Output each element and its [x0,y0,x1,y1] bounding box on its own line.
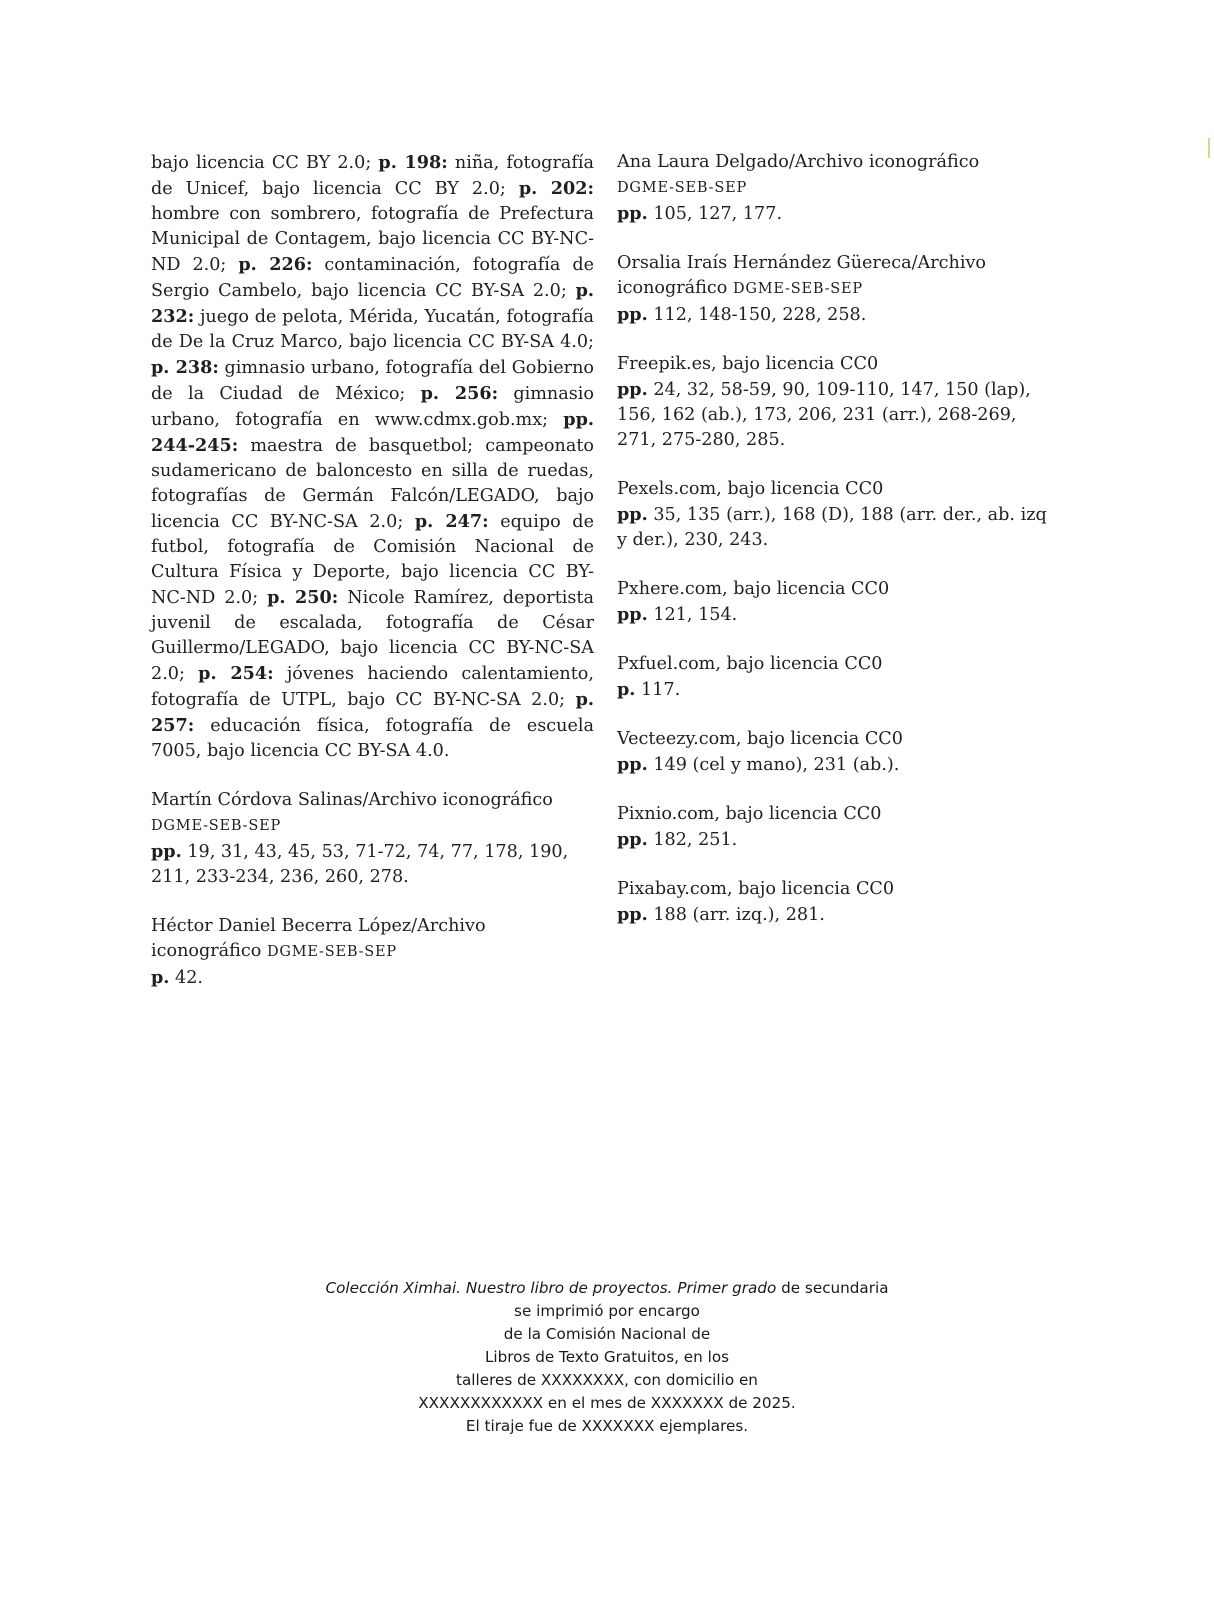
credit-entry [617,727,1057,778]
credit-pages-list: 121, 154. [647,605,738,625]
colophon [300,1277,914,1438]
credit-agency-line [151,813,594,839]
credits-left-column [151,150,594,1015]
colophon-line: XXXXXXXXXXXX en el mes de XXXXXXX de 2025. [418,1394,796,1412]
credit-agency: DGME-SEB-SEP [266,944,397,960]
credit-pages-label: p. [617,679,636,700]
credit-pages [617,752,1057,778]
credit-source-name: Héctor Daniel Becerra López/Archivo iconográfico [151,916,486,961]
credit-text: juego de pelota, Mérida, Yucatán, fotografía de De la Cruz Marco, bajo licencia CC BY-SA 4.0; [151,307,594,352]
credit-text: gimnasio urbano, fotografía en www.cdmx.gob.mx; [151,384,594,430]
credit-text: Nicole Ramírez, deportista juvenil de escalada, fotografía de César Guillermo/LEGADO, bajo licencia CC BY-NC-SA 2.0; [151,588,594,684]
credit-source-name: Pixnio.com, bajo licencia CC0 [617,804,882,824]
credit-pages-list: 112, 148-150, 228, 258. [647,305,867,325]
credit-pages-label: pp. [617,379,648,400]
credit-entry [151,914,594,991]
credit-pages-label: pp. [617,904,648,925]
credit-text: jóvenes haciendo calentamiento, fotografía de UTPL, bajo CC BY-NC-SA 2.0; [151,664,594,710]
credit-source [617,652,1057,677]
page-reference: p. 250: [267,587,339,608]
credit-source [617,577,1057,602]
credit-pages [617,827,1057,853]
credit-pages-list: 182, 251. [647,830,738,850]
page-reference: p. 232: [151,280,594,327]
credit-pages-label: pp. [617,203,648,224]
credit-text: bajo licencia CC BY 2.0; [151,153,379,173]
credit-entry [617,577,1057,628]
credit-pages-list: 117. [635,680,681,700]
credit-agency: DGME-SEB-SEP [151,818,282,834]
page-reference: p. 256: [420,383,499,404]
credit-source [617,877,1057,902]
left-credit-entries [151,788,594,991]
credit-source-name: Pxhere.com, bajo licencia CC0 [617,579,890,599]
credit-entry [151,788,594,890]
credit-source [617,477,1057,502]
page-reference: p. 202: [518,178,594,199]
credit-source-name: Pexels.com, bajo licencia CC0 [617,479,884,499]
credit-pages-list: 188 (arr. izq.), 281. [647,905,825,925]
credits-right-column [617,150,1057,952]
credit-source [151,788,594,813]
credit-agency: DGME-SEB-SEP [732,281,863,297]
credit-pages [617,677,1057,703]
credit-entry [617,251,1057,328]
credit-agency-line [617,175,1057,201]
credit-text: equipo de futbol, fotografía de Comisión Nacional de Cultura Física y Deporte, bajo licencia CC BY-NC-ND 2.0; [151,512,594,608]
page-reference: p. 247: [414,511,489,532]
colophon-line: Libros de Texto Gratuitos, en los [484,1348,730,1366]
credit-pages-list: 24, 32, 58-59, 90, 109-110, 147, 150 (lap), 156, 162 (ab.), 173, 206, 231 (arr.), 268-269, 271, 275-280, 285. [617,380,1031,450]
credit-source-name: Pixabay.com, bajo licencia CC0 [617,879,895,899]
credit-text: educación física, fotografía de escuela 7005, bajo licencia CC BY-SA 4.0. [151,716,594,761]
credit-pages-label: pp. [617,604,648,625]
page-reference: p. 257: [151,689,594,736]
credit-entry [617,150,1057,227]
credit-source-name: Vecteezy.com, bajo licencia CC0 [617,729,903,749]
credit-source-name: Orsalia Iraís Hernández Güereca/Archivo iconográfico [617,253,986,298]
credit-pages [617,902,1057,928]
credit-pages-label: pp. [617,304,648,325]
credit-text: hombre con sombrero, fotografía de Prefectura Municipal de Contagem, bajo licencia CC BY-NC-ND 2.0; [151,204,594,275]
credit-pages-list: 19, 31, 43, 45, 53, 71-72, 74, 77, 178, 190, 211, 233-234, 236, 260, 278. [151,842,569,887]
page-reference: p. 238: [151,357,219,378]
colophon-title: Colección Ximhai. Nuestro libro de proyectos. Primer grado [325,1279,777,1297]
page-edge-mark [1208,138,1210,158]
credit-source [617,352,1057,377]
credit-pages-list: 105, 127, 177. [647,204,783,224]
credit-pages-list: 42. [169,968,204,988]
credit-pages-list: 35, 135 (arr.), 168 (D), 188 (arr. der., ab. izq y der.), 230, 243. [617,505,1047,550]
page-reference: p. 198: [378,152,448,173]
page-reference: p. 226: [238,254,313,275]
image-credits-paragraph [151,150,594,764]
credit-pages-label: pp. [617,504,648,525]
credit-source [617,727,1057,752]
credit-source [151,914,594,965]
credit-source [617,802,1057,827]
colophon-line-1 [300,1277,914,1300]
credit-entry [617,477,1057,553]
credit-source-name: Freepik.es, bajo licencia CC0 [617,354,879,374]
credit-entry [617,352,1057,453]
credit-source [617,150,1057,175]
page-reference: p. 254: [198,663,274,684]
colophon-line: El tiraje fue de XXXXXXX ejemplares. [465,1417,749,1435]
credit-pages-list: 149 (cel y mano), 231 (ab.). [647,755,900,775]
credit-entry [617,652,1057,703]
credit-pages [617,602,1057,628]
credit-pages [617,201,1057,227]
credit-source-name: Ana Laura Delgado/Archivo iconográfico [617,152,980,172]
page-reference: pp. 244-245: [151,409,594,456]
credit-text: gimnasio urbano, fotografía del Gobierno de la Ciudad de México; [151,358,594,404]
credit-pages-label: pp. [151,841,182,862]
credit-pages [151,965,594,991]
right-credit-entries [617,150,1057,928]
credit-pages [617,302,1057,328]
credit-pages-label: p. [151,967,170,988]
credit-pages [617,502,1057,553]
credit-agency: DGME-SEB-SEP [617,180,748,196]
colophon-title-suffix: de secundaria [776,1279,889,1297]
credit-pages [617,377,1057,453]
credit-pages-label: pp. [617,829,648,850]
credit-text: maestra de basquetbol; campeonato sudamericano de baloncesto en silla de ruedas, fotografías de Germán Falcón/LEGADO, bajo licencia CC BY-NC-SA 2.0; [151,436,594,532]
credit-text: contaminación, fotografía de Sergio Cambelo, bajo licencia CC BY-SA 2.0; [151,255,594,301]
colophon-line: talleres de XXXXXXXX, con domicilio en [456,1371,758,1389]
colophon-line: se imprimió por encargo [514,1302,700,1320]
credit-entry [617,802,1057,853]
credit-pages-label: pp. [617,754,648,775]
credit-text: niña, fotografía de Unicef, bajo licencia CC BY 2.0; [151,153,594,199]
credit-source [617,251,1057,302]
credit-source-name: Pxfuel.com, bajo licencia CC0 [617,654,883,674]
colophon-line: de la Comisión Nacional de [503,1325,711,1343]
credit-entry [617,877,1057,928]
credit-source-name: Martín Córdova Salinas/Archivo iconográfico [151,790,553,810]
credit-pages [151,839,594,890]
